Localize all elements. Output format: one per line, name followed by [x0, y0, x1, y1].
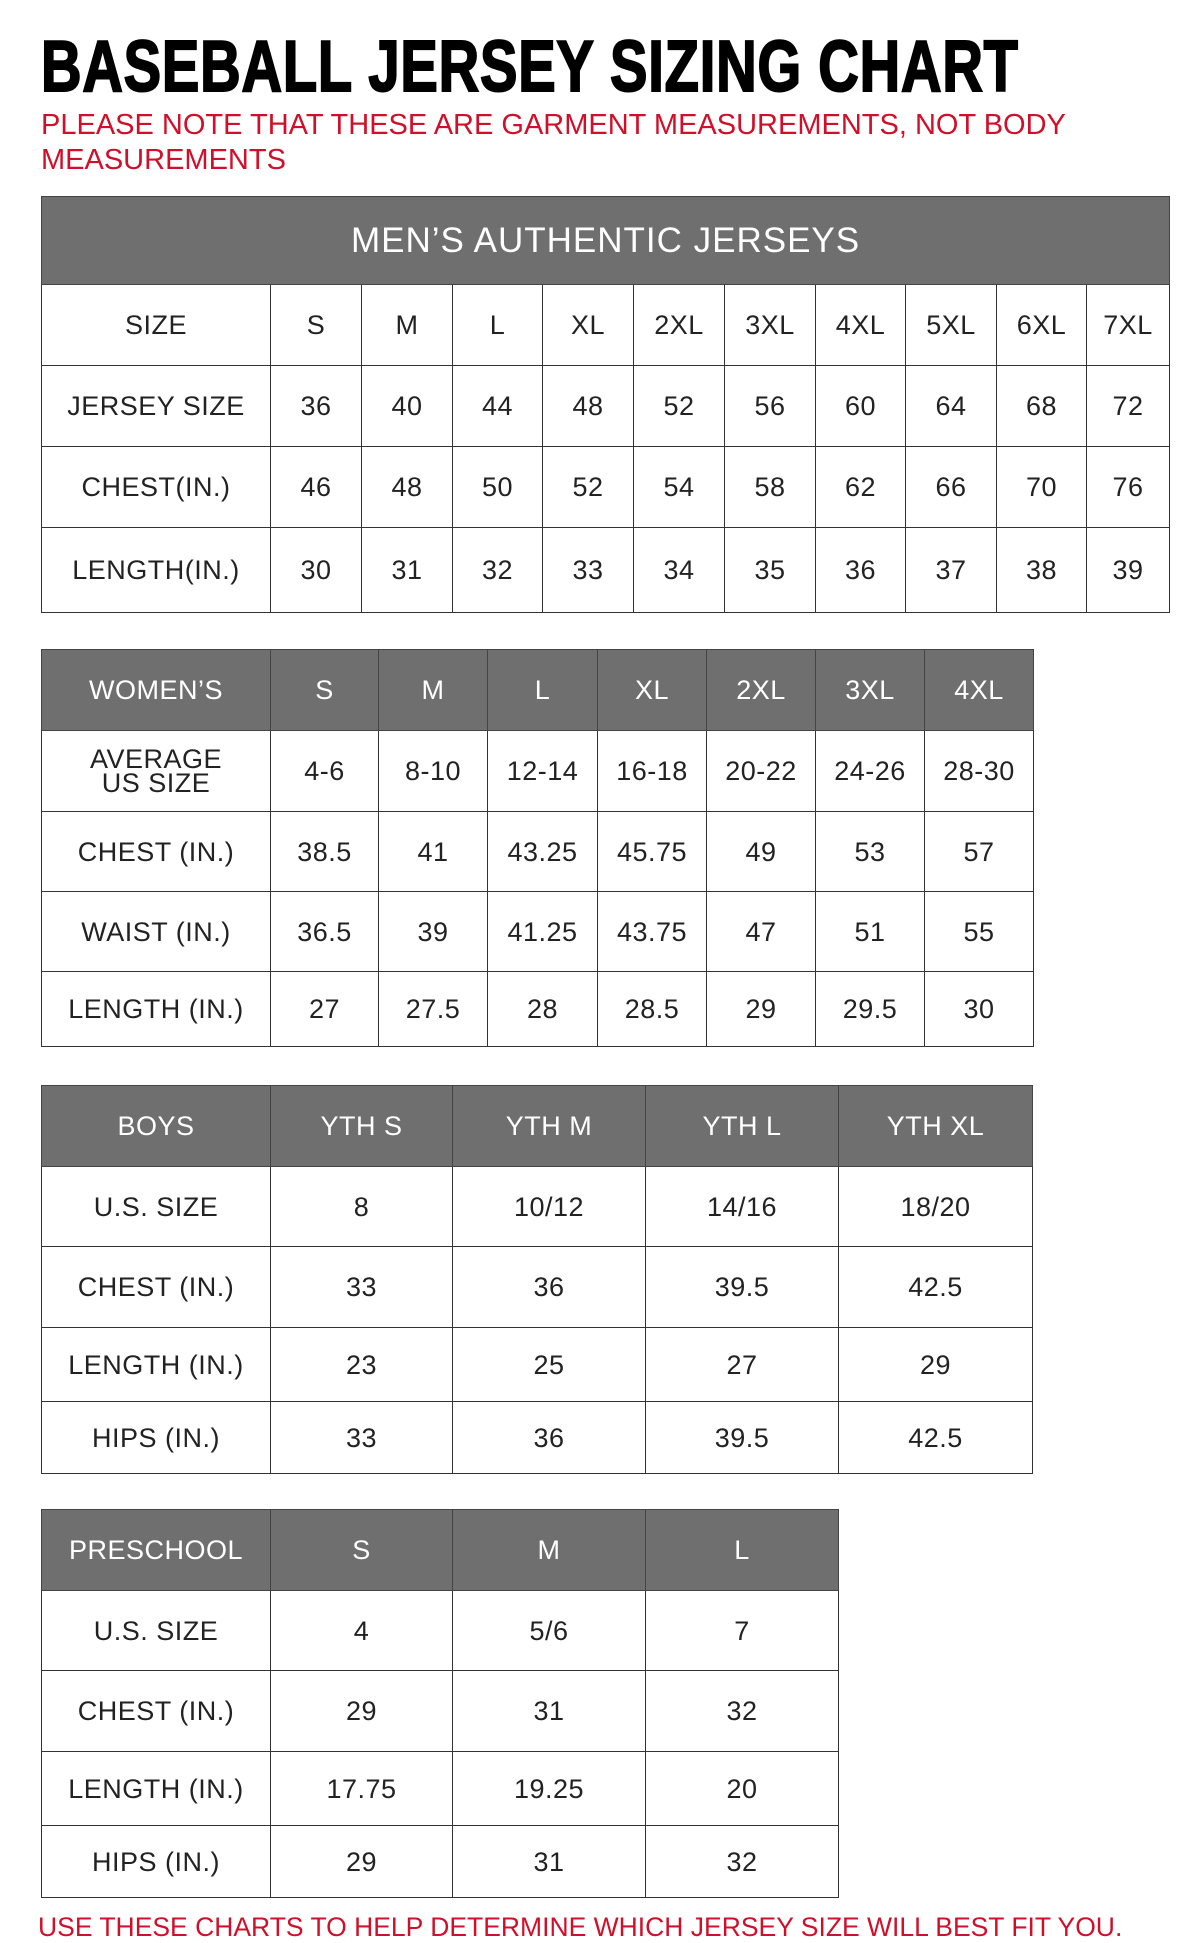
measurement-cell: 39 [1087, 528, 1170, 613]
measurement-cell: 39 [379, 892, 488, 972]
measurement-cell: 31 [453, 1826, 646, 1898]
table-row [42, 528, 1170, 613]
measurement-cell: 28.5 [598, 972, 707, 1047]
measurement-cell: 52 [634, 366, 725, 447]
measurement-cell: 50 [453, 447, 543, 528]
measurement-cell: 12-14 [488, 731, 598, 812]
table-row [42, 1167, 1033, 1247]
preschool-size-table [41, 1509, 839, 1898]
table-header-row [42, 1510, 839, 1591]
measurement-cell: 48 [543, 366, 634, 447]
table-row [42, 1671, 839, 1752]
table-row [42, 1247, 1033, 1328]
size-header-cell: S [271, 650, 379, 731]
size-header-cell: M [453, 1510, 646, 1591]
measurement-cell: 41.25 [488, 892, 598, 972]
measurement-cell: 20 [646, 1752, 839, 1826]
measurement-cell: 43.75 [598, 892, 707, 972]
measurement-cell: 39.5 [646, 1402, 839, 1474]
measurement-cell: 57 [925, 812, 1034, 892]
measurement-cell: 64 [906, 366, 997, 447]
measurement-cell: 33 [271, 1402, 453, 1474]
row-label: LENGTH(IN.) [42, 528, 271, 613]
measurement-cell: 58 [725, 447, 816, 528]
footer-note: USE THESE CHARTS TO HELP DETERMINE WHICH JERSEY SIZE WILL BEST FIT YOU. [38, 1912, 1123, 1942]
measurement-cell: 32 [646, 1671, 839, 1752]
row-label: U.S. SIZE [42, 1591, 271, 1671]
measurement-cell: 17.75 [271, 1752, 453, 1826]
size-header-cell: 6XL [997, 285, 1087, 366]
measurement-cell: 34 [634, 528, 725, 613]
size-header-cell: 2XL [707, 650, 816, 731]
measurement-cell: 14/16 [646, 1167, 839, 1247]
measurement-cell: 53 [816, 812, 925, 892]
measurement-cell: 36 [271, 366, 362, 447]
measurement-cell: 29 [707, 972, 816, 1047]
measurement-cell: 47 [707, 892, 816, 972]
table-banner: MEN’S AUTHENTIC JERSEYS [42, 197, 1170, 285]
garment-note: PLEASE NOTE THAT THESE ARE GARMENT MEASUREMENTS, NOT BODY MEASUREMENTS [41, 109, 1066, 176]
row-label: LENGTH (IN.) [42, 972, 271, 1047]
measurement-cell: 51 [816, 892, 925, 972]
measurement-cell: 30 [925, 972, 1034, 1047]
measurement-cell: 25 [453, 1328, 646, 1402]
measurement-cell: 31 [453, 1671, 646, 1752]
measurement-cell: 8-10 [379, 731, 488, 812]
page-title: BASEBALL JERSEY SIZING CHART [41, 27, 1019, 107]
size-header-cell: S [271, 1510, 453, 1591]
measurement-cell: 5/6 [453, 1591, 646, 1671]
measurement-cell: 55 [925, 892, 1034, 972]
size-header-cell: YTH XL [839, 1086, 1033, 1167]
table-row [42, 892, 1034, 972]
size-header-cell: L [453, 285, 543, 366]
size-header-cell: 7XL [1087, 285, 1170, 366]
measurement-cell: 56 [725, 366, 816, 447]
measurement-cell: 18/20 [839, 1167, 1033, 1247]
row-label: HIPS (IN.) [42, 1826, 271, 1898]
measurement-cell: 54 [634, 447, 725, 528]
measurement-cell: 4 [271, 1591, 453, 1671]
measurement-cell: 33 [271, 1247, 453, 1328]
table-row [42, 972, 1034, 1047]
row-label: JERSEY SIZE [42, 366, 271, 447]
measurement-cell: 27 [646, 1328, 839, 1402]
measurement-cell: 38.5 [271, 812, 379, 892]
size-header-cell: S [271, 285, 362, 366]
measurement-cell: 38 [997, 528, 1087, 613]
measurement-cell: 10/12 [453, 1167, 646, 1247]
size-header-cell: XL [543, 285, 634, 366]
measurement-cell: 28-30 [925, 731, 1034, 812]
table-header-row [42, 650, 1034, 731]
measurement-cell: 52 [543, 447, 634, 528]
boys-size-table [41, 1085, 1033, 1474]
table-header-row [42, 1086, 1033, 1167]
measurement-cell: 20-22 [707, 731, 816, 812]
measurement-cell: 31 [362, 528, 453, 613]
measurement-cell: 36 [453, 1247, 646, 1328]
measurement-cell: 76 [1087, 447, 1170, 528]
measurement-cell: 60 [816, 366, 906, 447]
measurement-cell: 43.25 [488, 812, 598, 892]
table-row [42, 366, 1170, 447]
size-header-cell: M [379, 650, 488, 731]
measurement-cell: 72 [1087, 366, 1170, 447]
size-header-cell: 4XL [816, 285, 906, 366]
measurement-cell: 46 [271, 447, 362, 528]
measurement-cell: 36 [453, 1402, 646, 1474]
size-header-cell: YTH L [646, 1086, 839, 1167]
measurement-cell: 30 [271, 528, 362, 613]
table-row [42, 1752, 839, 1826]
size-header-cell: 3XL [816, 650, 925, 731]
size-header-cell: 3XL [725, 285, 816, 366]
womens-size-table [41, 649, 1034, 1047]
measurement-cell: 29.5 [816, 972, 925, 1047]
row-label: U.S. SIZE [42, 1167, 271, 1247]
row-label: PRESCHOOL [42, 1510, 271, 1591]
measurement-cell: 19.25 [453, 1752, 646, 1826]
size-header-cell: YTH S [271, 1086, 453, 1167]
measurement-cell: 27 [271, 972, 379, 1047]
table-row [42, 1402, 1033, 1474]
row-label: CHEST (IN.) [42, 812, 271, 892]
row-label: CHEST (IN.) [42, 1671, 271, 1752]
measurement-cell: 36 [816, 528, 906, 613]
row-label: LENGTH (IN.) [42, 1752, 271, 1826]
measurement-cell: 49 [707, 812, 816, 892]
measurement-cell: 23 [271, 1328, 453, 1402]
measurement-cell: 24-26 [816, 731, 925, 812]
measurement-cell: 66 [906, 447, 997, 528]
measurement-cell: 48 [362, 447, 453, 528]
measurement-cell: 7 [646, 1591, 839, 1671]
measurement-cell: 36.5 [271, 892, 379, 972]
measurement-cell: 32 [646, 1826, 839, 1898]
measurement-cell: 45.75 [598, 812, 707, 892]
row-label: WOMEN’S [42, 650, 271, 731]
row-label: AVERAGE US SIZE [42, 731, 271, 812]
measurement-cell: 42.5 [839, 1247, 1033, 1328]
measurement-cell: 28 [488, 972, 598, 1047]
size-header-cell: L [646, 1510, 839, 1591]
table-row [42, 731, 1034, 812]
row-label: WAIST (IN.) [42, 892, 271, 972]
measurement-cell: 29 [271, 1671, 453, 1752]
measurement-cell: 62 [816, 447, 906, 528]
table-row [42, 1826, 839, 1898]
size-header-cell: 5XL [906, 285, 997, 366]
size-header-cell: 4XL [925, 650, 1034, 731]
measurement-cell: 70 [997, 447, 1087, 528]
row-label: CHEST(IN.) [42, 447, 271, 528]
size-header-cell: 2XL [634, 285, 725, 366]
size-header-cell: L [488, 650, 598, 731]
row-label: SIZE [42, 285, 271, 366]
measurement-cell: 33 [543, 528, 634, 613]
table-banner-row [42, 197, 1170, 285]
measurement-cell: 8 [271, 1167, 453, 1247]
measurement-cell: 41 [379, 812, 488, 892]
measurement-cell: 40 [362, 366, 453, 447]
measurement-cell: 32 [453, 528, 543, 613]
size-header-cell: XL [598, 650, 707, 731]
measurement-cell: 4-6 [271, 731, 379, 812]
measurement-cell: 42.5 [839, 1402, 1033, 1474]
measurement-cell: 29 [839, 1328, 1033, 1402]
table-row [42, 812, 1034, 892]
measurement-cell: 44 [453, 366, 543, 447]
table-row [42, 1591, 839, 1671]
row-label: LENGTH (IN.) [42, 1328, 271, 1402]
measurement-cell: 39.5 [646, 1247, 839, 1328]
row-label: BOYS [42, 1086, 271, 1167]
measurement-cell: 29 [271, 1826, 453, 1898]
measurement-cell: 16-18 [598, 731, 707, 812]
size-header-cell: M [362, 285, 453, 366]
measurement-cell: 37 [906, 528, 997, 613]
measurement-cell: 27.5 [379, 972, 488, 1047]
row-label: CHEST (IN.) [42, 1247, 271, 1328]
measurement-cell: 68 [997, 366, 1087, 447]
row-label: HIPS (IN.) [42, 1402, 271, 1474]
mens-size-table [41, 196, 1170, 613]
table-row [42, 447, 1170, 528]
size-header-cell: YTH M [453, 1086, 646, 1167]
table-header-row [42, 285, 1170, 366]
measurement-cell: 35 [725, 528, 816, 613]
table-row [42, 1328, 1033, 1402]
